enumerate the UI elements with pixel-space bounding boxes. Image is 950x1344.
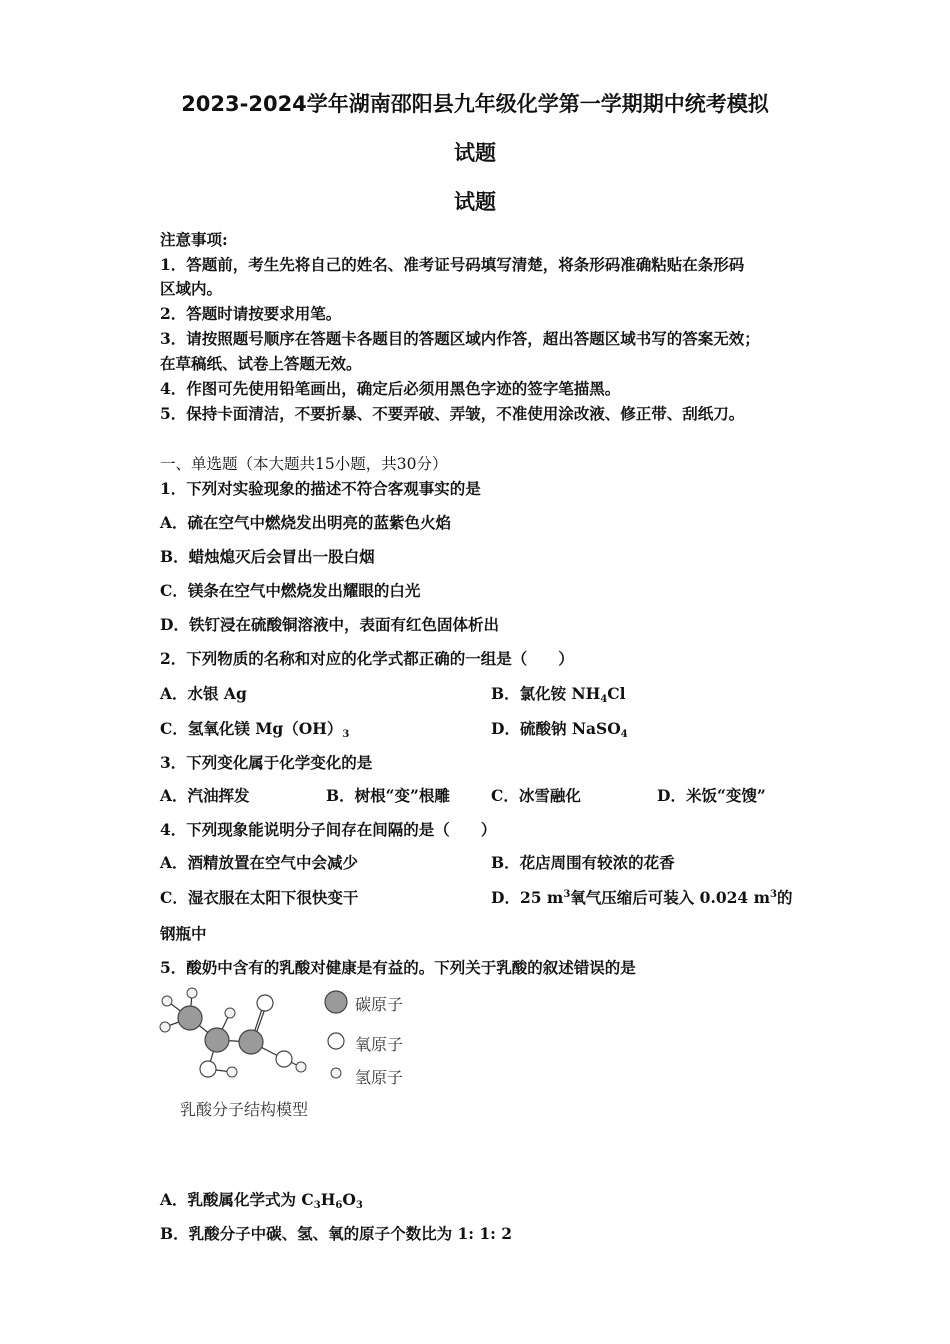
question-1-stem: 1．下列对实验现象的描述不符合客观事实的是	[160, 479, 481, 498]
carbon-atom	[239, 1030, 263, 1054]
figure-caption: 乳酸分子结构模型	[180, 1100, 309, 1119]
legend-oxygen-symbol	[328, 1033, 344, 1049]
question-1-option-d: D．铁钉浸在硫酸铜溶液中，表面有红色固体析出	[160, 615, 499, 634]
legend-oxygen-label: 氧原子	[355, 1035, 404, 1054]
question-4-option-a: A．酒精放置在空气中会减少	[160, 853, 359, 872]
notice-item: 在草稿纸、试卷上答题无效。	[160, 354, 362, 373]
question-4-option-d-continued: 钢瓶中	[160, 924, 207, 943]
question-5-option-a: A．乳酸属化学式为 $C_3H_6O_3$	[160, 1190, 363, 1211]
notice-item: 1．答题前，考生先将自己的姓名、准考证号码填写清楚，将条形码准确粘贴在条形码	[160, 255, 745, 274]
hydrogen-atom	[296, 1062, 306, 1072]
question-2-option-a: A．水银 Ag	[160, 684, 247, 703]
legend-hydrogen-symbol	[331, 1068, 341, 1078]
notice-item: 区域内。	[160, 279, 223, 298]
question-1-option-a: A．硫在空气中燃烧发出明亮的蓝紫色火焰	[160, 513, 452, 532]
question-4-option-c: C．湿衣服在太阳下很快变干	[160, 888, 359, 907]
question-3-option-b: B．树根“变”根雕	[326, 786, 450, 805]
question-1-option-b: B．蜡烛熄灭后会冒出一股白烟	[160, 547, 375, 566]
question-1-option-c: C．镁条在空气中燃烧发出耀眼的白光	[160, 581, 421, 600]
question-4-stem: 4．下列现象能说明分子间存在间隔的是（ ）	[160, 820, 497, 839]
notice-heading: 注意事项:	[160, 230, 228, 249]
question-3-option-d: D．米饭“变馊”	[657, 786, 766, 805]
page-subtitle: 试题	[454, 141, 496, 165]
question-3-option-a: A．汽油挥发	[160, 786, 250, 805]
question-2-option-b: B．氯化铵 $NH_4Cl$	[491, 684, 626, 705]
section-heading: 一、单选题（本大题共15小题，共30分）	[160, 455, 448, 473]
legend-carbon-label: 碳原子	[355, 995, 404, 1014]
notice-item: 4．作图可先使用铅笔画出，确定后必须用黑色字迹的签字笔描黑。	[160, 379, 621, 398]
question-2-stem: 2．下列物质的名称和对应的化学式都正确的一组是（ ）	[160, 649, 574, 668]
notice-item: 2．答题时请按要求用笔。	[160, 304, 342, 323]
carbon-atom	[205, 1028, 229, 1052]
oxygen-atom	[200, 1061, 216, 1077]
carbon-atom	[178, 1006, 202, 1030]
notice-item: 5．保持卡面清洁，不要折暴、不要弄破、弄皱，不准使用涂改液、修正带、刮纸刀。	[160, 404, 745, 423]
hydrogen-atom	[225, 1008, 235, 1018]
legend-carbon-symbol	[325, 991, 347, 1013]
question-3-stem: 3．下列变化属于化学变化的是	[160, 753, 373, 772]
question-2-option-c: C．氢氧化镁 $Mg(OH)_3$	[160, 719, 350, 740]
legend-hydrogen-label: 氢原子	[355, 1068, 404, 1087]
oxygen-atom	[257, 995, 273, 1011]
question-5-stem: 5．酸奶中含有的乳酸对健康是有益的。下列关于乳酸的叙述错误的是	[160, 958, 636, 977]
question-3-option-c: C．冰雪融化	[491, 786, 581, 805]
notice-item: 3．请按照题号顺序在答题卡各题目的答题区域内作答，超出答题区域书写的答案无效；	[160, 329, 760, 348]
hydrogen-atom	[162, 996, 172, 1006]
hydrogen-atom	[160, 1022, 170, 1032]
page-subtitle-2: 试题	[454, 190, 496, 214]
question-4-option-b: B．花店周围有较浓的花香	[491, 853, 675, 872]
hydrogen-atom	[227, 1067, 237, 1077]
hydrogen-atom	[187, 988, 197, 998]
page-title: 2023-2024学年湖南邵阳县九年级化学第一学期期中统考模拟	[181, 92, 769, 116]
question-4-option-d: D．25 $m^3$氧气压缩后可装入 0.024 $m^3$的	[491, 888, 793, 907]
question-2-option-d: D．硫酸钠 NaSO$_4$	[491, 719, 628, 740]
oxygen-atom	[276, 1051, 292, 1067]
question-5-option-b: B．乳酸分子中碳、氢、氧的原子个数比为 1: 1: 2	[160, 1224, 513, 1243]
